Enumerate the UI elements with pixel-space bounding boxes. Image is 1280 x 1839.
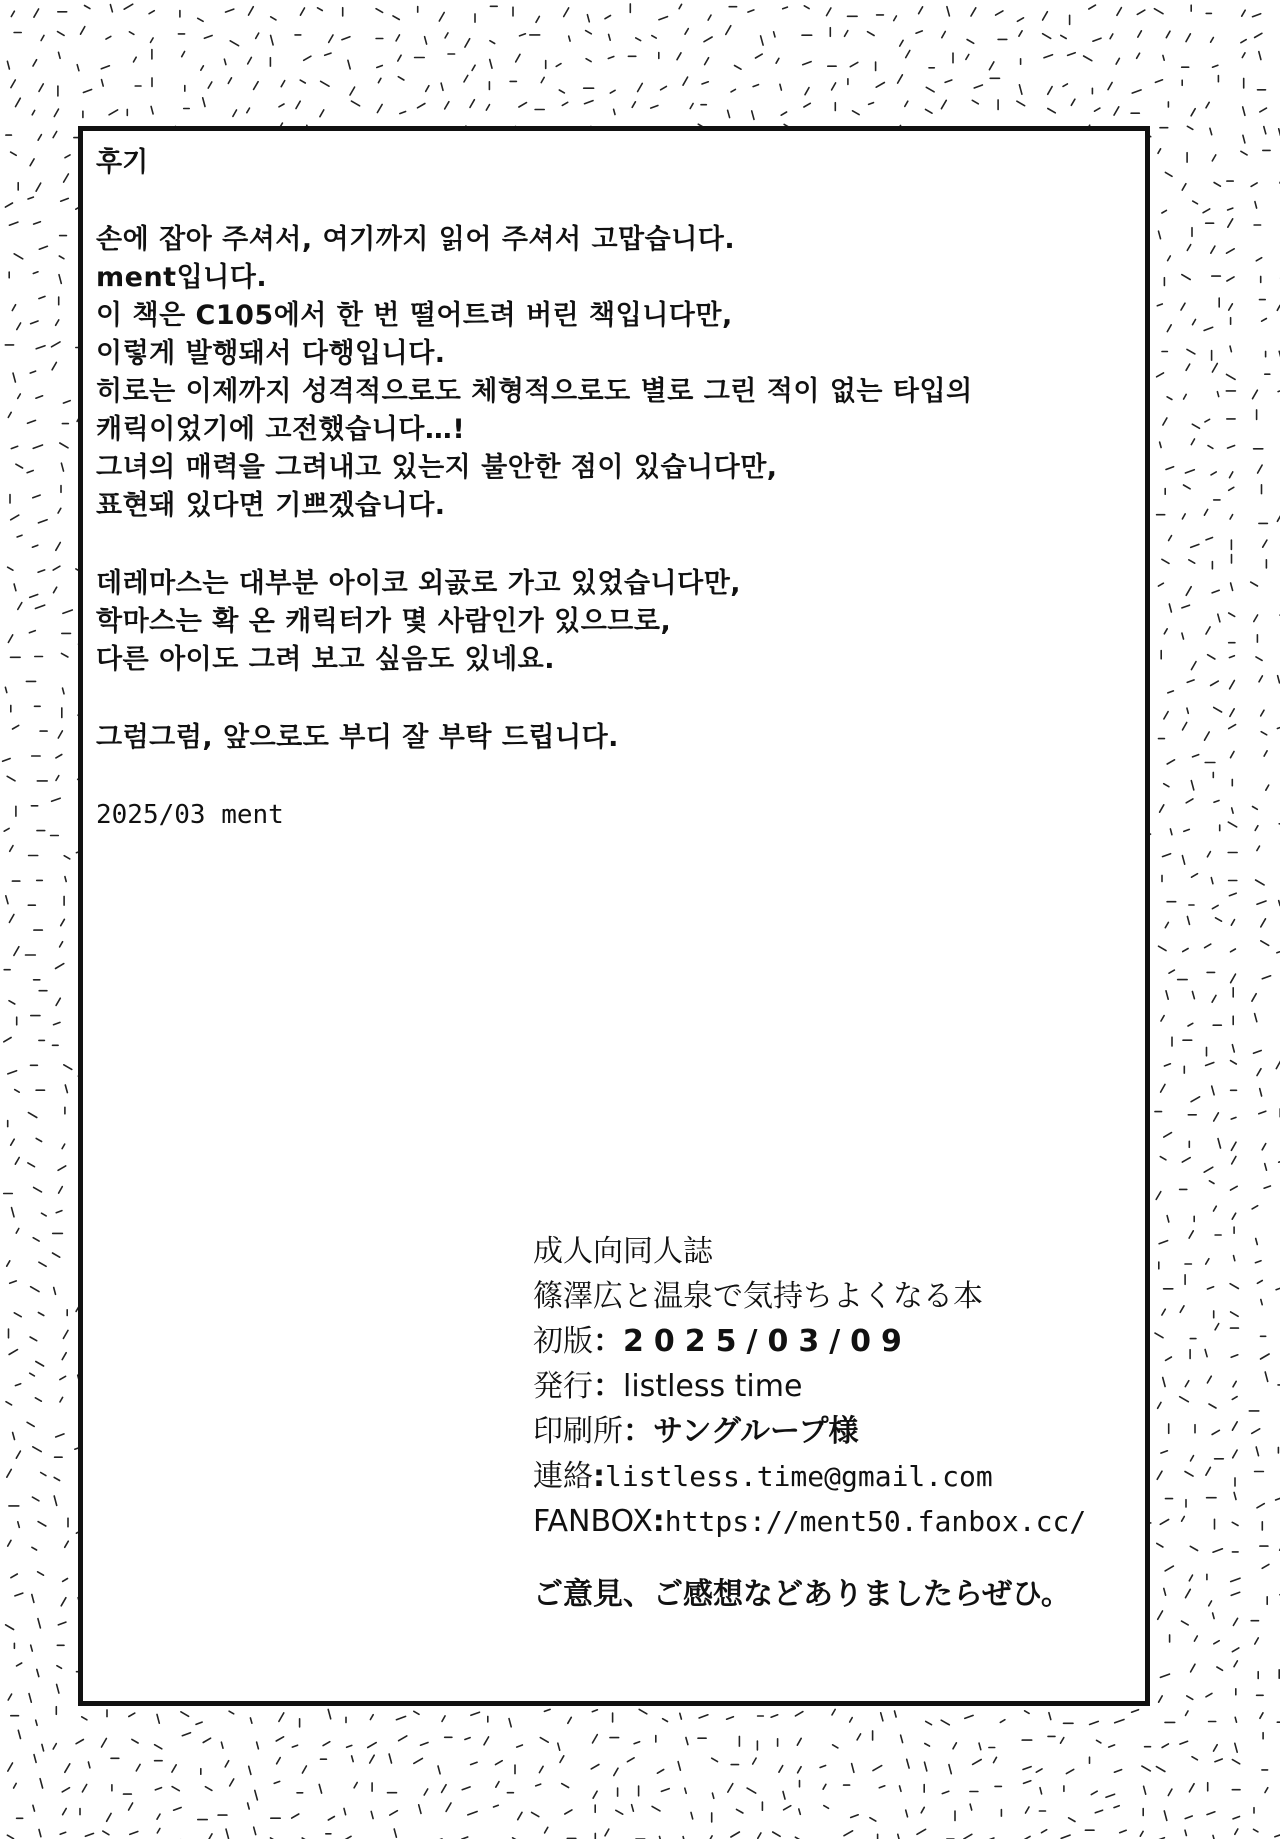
publisher-name: listless time	[623, 1369, 803, 1404]
afterword-signature: 2025/03 ment	[96, 800, 284, 830]
fanbox-separator: :	[652, 1504, 665, 1539]
colophon-book-title: 篠澤広と温泉で気持ちよくなる本	[533, 1279, 983, 1314]
colophon-closing: ご意見、ご感想などありましたらぜひ。	[533, 1577, 1071, 1612]
fanbox-label: FANBOX	[533, 1504, 653, 1539]
afterword-line: 그럼그럼, 앞으로도 부디 잘 부탁 드립니다.	[96, 722, 619, 753]
printer-name: サングループ様	[653, 1414, 859, 1449]
colophon-publisher	[533, 1364, 1133, 1409]
colophon-first-edition	[533, 1319, 1133, 1364]
afterword-line: 다른 아이도 그려 보고 싶음도 있네요.	[96, 644, 555, 675]
contact-label: 連絡	[533, 1459, 593, 1494]
afterword-line: 손에 잡아 주셔서, 여기까지 읽어 주셔서 고맙습니다.	[96, 224, 736, 255]
afterword-title: 후기	[96, 147, 149, 178]
colophon-printer	[533, 1409, 1133, 1454]
publisher-separator: ：	[593, 1369, 623, 1404]
contact-email: listless.time@gmail.com	[605, 1460, 993, 1493]
afterword-line: 히로는 이제까지 성격적으로도 체형적으로도 별로 그린 적이 없는 타입의	[96, 376, 973, 407]
fanbox-url: https://ment50.fanbox.cc/	[664, 1505, 1087, 1538]
afterword-line: 학마스는 확 온 캐릭터가 몇 사람인가 있으므로,	[96, 606, 672, 637]
printer-label: 印刷所	[533, 1414, 623, 1449]
first-edition-label: 初版	[533, 1324, 593, 1359]
colophon-fanbox	[533, 1499, 1133, 1544]
colophon-section	[533, 1229, 1133, 1617]
afterword-line: 캐릭이었기에 고전했습니다…!	[96, 414, 466, 445]
afterword-paragraph	[96, 221, 1136, 525]
afterword-line: 표현돼 있다면 기쁘겠습니다.	[96, 490, 446, 521]
afterword-paragraph	[96, 719, 1136, 757]
colophon-contact	[533, 1454, 1133, 1499]
afterword-line: 이 책은 C105에서 한 번 떨어트려 버린 책입니다만,	[96, 300, 733, 331]
afterword-paragraph	[96, 565, 1136, 679]
printer-separator: ：	[623, 1414, 653, 1449]
colophon-rating: 成人向同人誌	[533, 1234, 713, 1269]
content-frame	[78, 126, 1150, 1706]
first-edition-separator: ：	[593, 1324, 623, 1359]
publisher-label: 発行	[533, 1369, 593, 1404]
contact-separator: :	[593, 1459, 605, 1494]
first-edition-date: 2025/03/09	[623, 1324, 912, 1359]
afterword-line: 이렇게 발행돼서 다행입니다.	[96, 338, 446, 369]
afterword-line: 데레마스는 대부분 아이코 외곬로 가고 있었습니다만,	[96, 568, 742, 599]
afterword-line: 그녀의 매력을 그려내고 있는지 불안한 점이 있습니다만,	[96, 452, 778, 483]
afterword-section	[96, 145, 1136, 833]
afterword-line: ment입니다.	[96, 262, 268, 293]
